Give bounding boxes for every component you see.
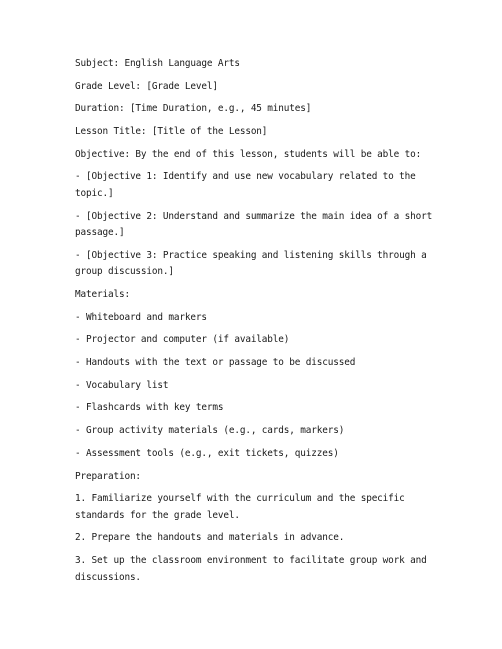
objective-item-3: - [Objective 3: Practice speaking and listening skills through a group discussion.] [75,249,433,278]
grade-level-line: Grade Level: [Grade Level] [75,80,218,92]
materials-item-5: - Flashcards with key terms [75,402,224,414]
preparation-heading: Preparation: [75,470,141,482]
preparation-item-1: 1. Familiarize yourself with the curriculum and the specific standards for the grade level. [75,493,411,521]
materials-item-6: - Group activity materials (e.g., cards, markers) [75,425,345,437]
preparation-item-2: 2. Prepare the handouts and materials in advance. [75,532,345,544]
materials-heading: Materials: [75,289,130,300]
materials-item-1: - Whiteboard and markers [75,311,207,323]
document-page [75,56,445,592]
objective-intro: Objective: By the end of this lesson, students will be able to: [75,148,422,160]
duration-line: Duration: [Time Duration, e.g., 45 minutes] [75,103,312,115]
preparation-item-3: 3. Set up the classroom environment to facilitate group work and discussions. [75,555,433,583]
materials-item-3: - Handouts with the text or passage to be discussed [75,357,356,369]
objective-item-1: - [Objective 1: Identify and use new vocabulary related to the topic.] [75,171,422,199]
materials-item-2: - Projector and computer (if available) [75,334,290,346]
lesson-title-line: Lesson Title: [Title of the Lesson] [75,126,268,138]
subject-line: Subject: English Language Arts [75,58,240,69]
objective-item-2: - [Objective 2: Understand and summarize the main idea of a short passage.] [75,210,438,239]
materials-item-4: - Vocabulary list [75,379,169,391]
materials-item-7: - Assessment tools (e.g., exit tickets, quizzes) [75,447,339,459]
